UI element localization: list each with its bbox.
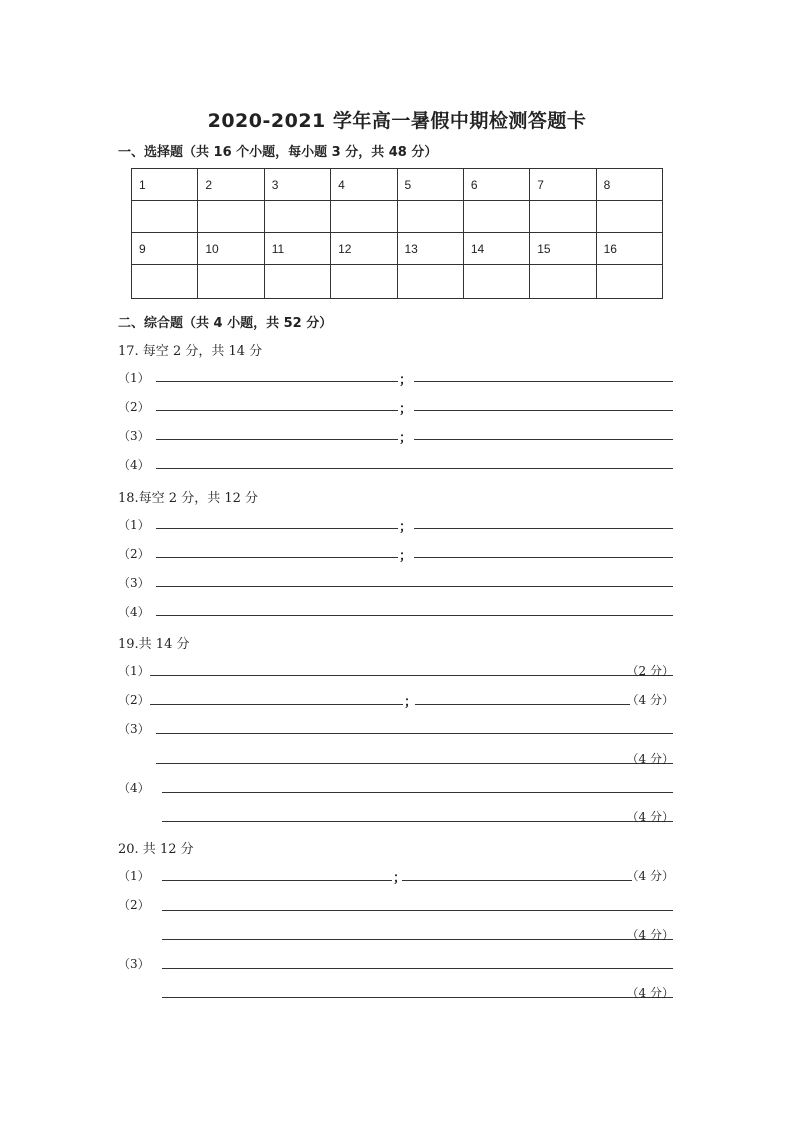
separator: ；	[404, 695, 418, 710]
grid-number-cell: 7	[530, 169, 596, 201]
grid-number-cell: 3	[264, 169, 330, 201]
grid-answer-cell[interactable]	[596, 265, 662, 299]
grid-answer-cell[interactable]	[530, 201, 596, 233]
grid-answer-cell[interactable]	[397, 201, 463, 233]
grid-answer-cell[interactable]	[264, 201, 330, 233]
q20-header: 20. 共 12 分	[118, 842, 194, 857]
q19-label-2: （2）	[118, 693, 150, 707]
q18-2-blank-a[interactable]	[156, 557, 398, 558]
q19-label-1: （1）	[118, 664, 150, 678]
section1-heading: 一、选择题（共 16 个小题，每小题 3 分，共 48 分）	[118, 145, 438, 160]
q18-label-4: （4）	[118, 605, 150, 619]
grid-number-cell: 13	[397, 233, 463, 265]
grid-answer-cell[interactable]	[132, 265, 198, 299]
q18-label-3: （3）	[118, 576, 150, 590]
q19-3-blank-line1[interactable]	[156, 733, 673, 734]
q17-4-blank[interactable]	[156, 468, 673, 469]
q20-label-3: （3）	[118, 957, 150, 971]
q20-label-1: （1）	[118, 869, 150, 883]
grid-answer-cell[interactable]	[198, 265, 264, 299]
q20-3-blank-line1[interactable]	[162, 968, 673, 969]
q19-3-score: （4 分）	[626, 752, 674, 766]
q19-1-score: （2 分）	[626, 664, 674, 678]
q18-3-blank[interactable]	[156, 586, 673, 587]
separator: ；	[399, 373, 413, 388]
q18-1-blank-a[interactable]	[156, 528, 398, 529]
q17-2-blank-b[interactable]	[414, 410, 673, 411]
grid-answer-cell[interactable]	[530, 265, 596, 299]
grid-number-cell: 10	[198, 233, 264, 265]
q19-3-blank-line2[interactable]	[156, 763, 673, 764]
grid-answer-cell[interactable]	[463, 201, 529, 233]
grid-number-cell: 15	[530, 233, 596, 265]
q18-1-blank-b[interactable]	[414, 528, 673, 529]
q17-label-2: （2）	[118, 400, 150, 414]
answer-grid	[131, 168, 663, 299]
q19-header: 19.共 14 分	[118, 637, 190, 652]
grid-number-cell: 1	[132, 169, 198, 201]
q18-header: 18.每空 2 分，共 12 分	[118, 491, 259, 506]
q19-label-4: （4）	[118, 781, 150, 795]
q20-1-score: （4 分）	[626, 869, 674, 883]
separator: ；	[393, 871, 407, 886]
grid-answer-cell[interactable]	[331, 201, 397, 233]
grid-number-cell: 12	[331, 233, 397, 265]
q17-3-blank-a[interactable]	[156, 439, 398, 440]
grid-answer-cell[interactable]	[596, 201, 662, 233]
q20-2-blank-line2[interactable]	[162, 939, 673, 940]
grid-number-cell: 16	[596, 233, 662, 265]
q19-4-blank-line2[interactable]	[162, 821, 673, 822]
q17-label-3: （3）	[118, 429, 150, 443]
grid-answer-cell[interactable]	[132, 201, 198, 233]
grid-number-cell: 2	[198, 169, 264, 201]
q20-2-blank-line1[interactable]	[162, 910, 673, 911]
q18-2-blank-b[interactable]	[414, 557, 673, 558]
separator: ；	[399, 549, 413, 564]
q18-label-1: （1）	[118, 518, 150, 532]
q17-2-blank-a[interactable]	[156, 410, 398, 411]
grid-answer-cell[interactable]	[463, 265, 529, 299]
grid-answer-cell[interactable]	[331, 265, 397, 299]
q17-1-blank-b[interactable]	[414, 381, 673, 382]
grid-answer-cell[interactable]	[198, 201, 264, 233]
q19-2-blank-b[interactable]	[415, 704, 630, 705]
separator: ；	[399, 402, 413, 417]
q20-3-blank-line2[interactable]	[162, 997, 673, 998]
section2-heading: 二、综合题（共 4 小题，共 52 分）	[118, 316, 333, 331]
grid-number-cell: 9	[132, 233, 198, 265]
q19-2-blank-a[interactable]	[150, 704, 403, 705]
grid-number-cell: 6	[463, 169, 529, 201]
grid-number-cell: 5	[397, 169, 463, 201]
grid-number-cell: 11	[264, 233, 330, 265]
grid-number-cell: 14	[463, 233, 529, 265]
page-title: 2020-2021 学年高一暑假中期检测答题卡	[207, 110, 587, 132]
q17-1-blank-a[interactable]	[156, 381, 398, 382]
q18-4-blank[interactable]	[156, 615, 673, 616]
separator: ；	[399, 520, 413, 535]
grid-answer-cell[interactable]	[264, 265, 330, 299]
q20-1-blank-b[interactable]	[402, 880, 632, 881]
grid-number-cell: 8	[596, 169, 662, 201]
q19-4-score: （4 分）	[626, 810, 674, 824]
q20-2-score: （4 分）	[626, 928, 674, 942]
q17-3-blank-b[interactable]	[414, 439, 673, 440]
q19-2-score: （4 分）	[626, 693, 674, 707]
q17-label-1: （1）	[118, 371, 150, 385]
q20-3-score: （4 分）	[626, 986, 674, 1000]
q17-header: 17. 每空 2 分，共 14 分	[118, 344, 263, 359]
q19-1-blank[interactable]	[150, 675, 673, 676]
q20-1-blank-a[interactable]	[162, 880, 392, 881]
q19-4-blank-line1[interactable]	[162, 792, 673, 793]
grid-number-cell: 4	[331, 169, 397, 201]
q20-label-2: （2）	[118, 898, 150, 912]
grid-answer-cell[interactable]	[397, 265, 463, 299]
q18-label-2: （2）	[118, 547, 150, 561]
q19-label-3: （3）	[118, 722, 150, 736]
separator: ；	[399, 431, 413, 446]
q17-label-4: （4）	[118, 458, 150, 472]
